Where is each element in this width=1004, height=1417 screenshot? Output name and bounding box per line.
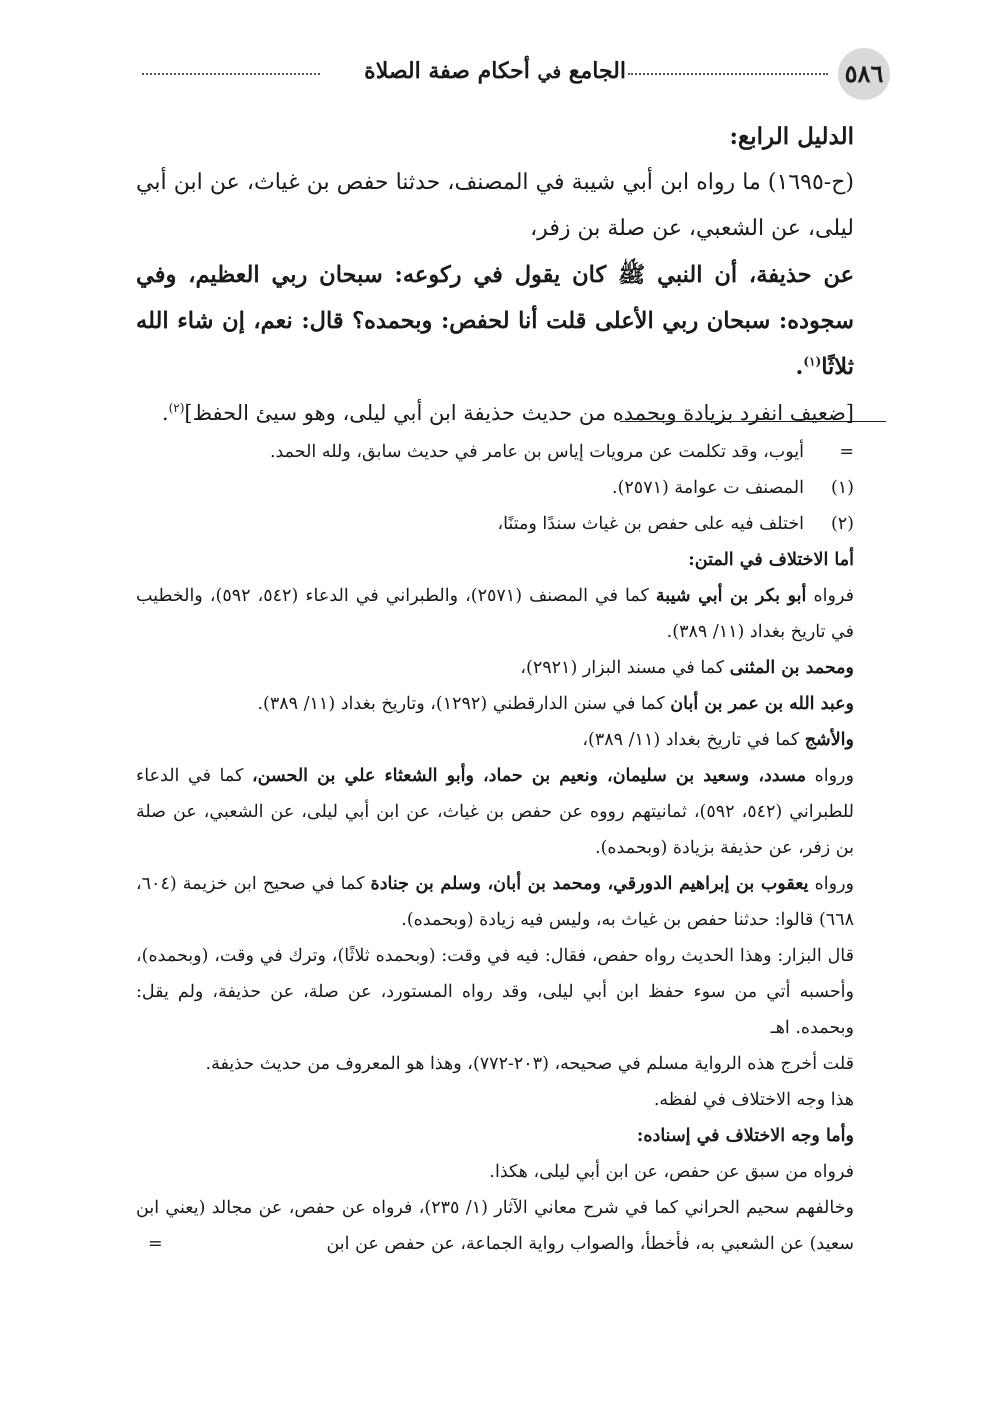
footnote-paragraph	[136, 758, 854, 866]
footnote-paragraph: فرواه من سبق عن حفص، عن ابن أبي ليلى، هكذا.	[489, 1162, 854, 1182]
para-text: كما في المصنف (٢٥٧١)، والطبراني في الدعاء (٥٤٢، ٥٩٢)، والخطيب في تاريخ بغداد (١١/ ٣٨٩).	[136, 586, 854, 642]
book-title-part-b: في	[537, 62, 562, 83]
narrator-names: مسدد، وسعيد بن سليمان، ونعيم بن حماد، وأبو الشعثاء علي بن الحسن،	[251, 766, 806, 786]
footnote-2-text: اختلف فيه على حفص بن غياث سندًا ومتنًا،	[497, 514, 804, 534]
book-title-part-a: الجامع	[568, 58, 626, 84]
footnote-paragraph: قلت أخرج هذه الرواية مسلم في صحيحه، (٢٠٣-٧٧٢)، وهذا هو المعروف من حديث حذيفة.	[205, 1054, 854, 1074]
para-text: وخالفهم سحيم الحراني كما في شرح معاني الآثار (١/ ٢٣٥)، فرواه عن حفص، عن مجالد (يعني ابن سعيد) عن الشعبي به، فأخطأ، والصواب رواية الجماعة، عن حفص عن ابن	[136, 1198, 854, 1254]
footnote-paragraph: قال البزار: وهذا الحديث رواه حفص، فقال: فيه في وقت: (وبحمده ثلاثًا)، وترك في وقت، (وبحمده)، وأحسبه أتي من سوء حفظ ابن أبي ليلى، وقد رواه المستورد، عن صلة، عن حذيفة، ولم يقل: وبحمده. اهـ	[136, 946, 854, 1038]
para-text: ورواه	[814, 766, 854, 786]
narration-chain: (ح-١٦٩٥) ما رواه ابن أبي شيبة في المصنف، حدثنا حفص بن غياث، عن ابن أبي ليلى، عن الشعبي، عن صلة بن زفر،	[136, 170, 854, 241]
narrator-names: يعقوب بن إبراهيم الدورقي، ومحمد بن أبان، وسلم بن جنادة	[370, 874, 809, 894]
para-text: فرواه	[813, 586, 854, 606]
footnote-2	[136, 506, 854, 542]
para-text: كما في مسند البزار (٢٩٢١)،	[520, 658, 725, 678]
footnotes	[136, 434, 854, 1262]
para-text: كما في الدعاء للطبراني (٥٤٢، ٥٩٢)، ثمانيتهم رووه عن حفص بن غياث، عن ابن أبي ليلى، عن الشعبي، عن صلة بن زفر، عن حذيفة بزيادة (وبحمده).	[136, 766, 854, 858]
footnote-paragraph	[136, 686, 854, 722]
footnote-paragraph	[136, 722, 854, 758]
footnote-continued-text: أيوب، وقد تكلمت عن مرويات إياس بن عامر في حديث سابق، ولله الحمد.	[269, 442, 804, 462]
hadith-text	[136, 252, 854, 390]
header-dotted-leader-right	[628, 73, 828, 75]
continuation-mark: =	[148, 1234, 163, 1254]
footnote-2-mark: (٢)	[830, 514, 854, 534]
running-header	[140, 48, 890, 98]
section-heading: الدليل الرابع:	[729, 123, 854, 150]
ruling-text: [ضعيف انفرد بزيادة وبحمده من حديث حذيفة ابن أبي ليلى، وهو سيئ الحفظ]	[184, 401, 854, 425]
footnote-1-mark: (١)	[830, 478, 854, 498]
footnote-paragraph	[136, 578, 854, 650]
footnote-paragraph	[136, 650, 854, 686]
main-text	[136, 114, 854, 436]
footnote-continued	[136, 434, 854, 470]
subheading-isnad: وأما وجه الاختلاف في إسناده:	[636, 1126, 854, 1146]
footnote-1	[136, 470, 854, 506]
header-dotted-leader-left	[142, 73, 320, 75]
para-text: كما في صحيح ابن خزيمة (٦٠٤، ٦٦٨) قالوا: حدثنا حفص بن غياث به، وليس فيه زيادة (وبحمده).	[136, 874, 854, 930]
footnote-ref-1: (١)	[803, 354, 822, 369]
footnote-paragraph	[136, 1190, 854, 1262]
hadith-body: عن حذيفة، أن النبي ﷺ كان يقول في ركوعه: سبحان ربي العظيم، وفي سجوده: سبحان ربي الأعلى قلت أنا لحفص: وبحمده؟ قال: نعم، إن شاء الله ثلاثًا	[136, 262, 854, 380]
narrator-names: ومحمد بن المثنى	[729, 658, 854, 678]
narrator-names: والأشج	[804, 730, 854, 750]
subheading-matn: أما الاختلاف في المتن:	[688, 550, 854, 570]
footnote-separator	[620, 421, 886, 422]
book-title	[364, 56, 626, 88]
hadith-end: .	[795, 354, 804, 380]
ruling-end: .	[161, 401, 169, 425]
para-text: كما في سنن الدارقطني (١٢٩٢)، وتاريخ بغداد (١١/ ٣٨٩).	[257, 694, 665, 714]
footnote-paragraph	[136, 866, 854, 938]
footnote-ref-2: (٢)	[168, 401, 185, 415]
ruling-line	[136, 390, 854, 436]
narrator-names: وعبد الله بن عمر بن أبان	[670, 694, 854, 714]
footnote-1-text: المصنف ت عوامة (٢٥٧١).	[612, 478, 804, 498]
narrator-names: أبو بكر بن أبي شيبة	[655, 586, 807, 606]
page-number: ٥٨٦	[838, 48, 890, 100]
para-text: كما في تاريخ بغداد (١١/ ٣٨٩)،	[582, 730, 800, 750]
book-title-part-c: أحكام صفة الصلاة	[364, 58, 530, 84]
footnote-paragraph: هذا وجه الاختلاف في لفظه.	[653, 1090, 854, 1110]
continuation-mark: =	[839, 442, 854, 462]
para-text: ورواه	[814, 874, 854, 894]
